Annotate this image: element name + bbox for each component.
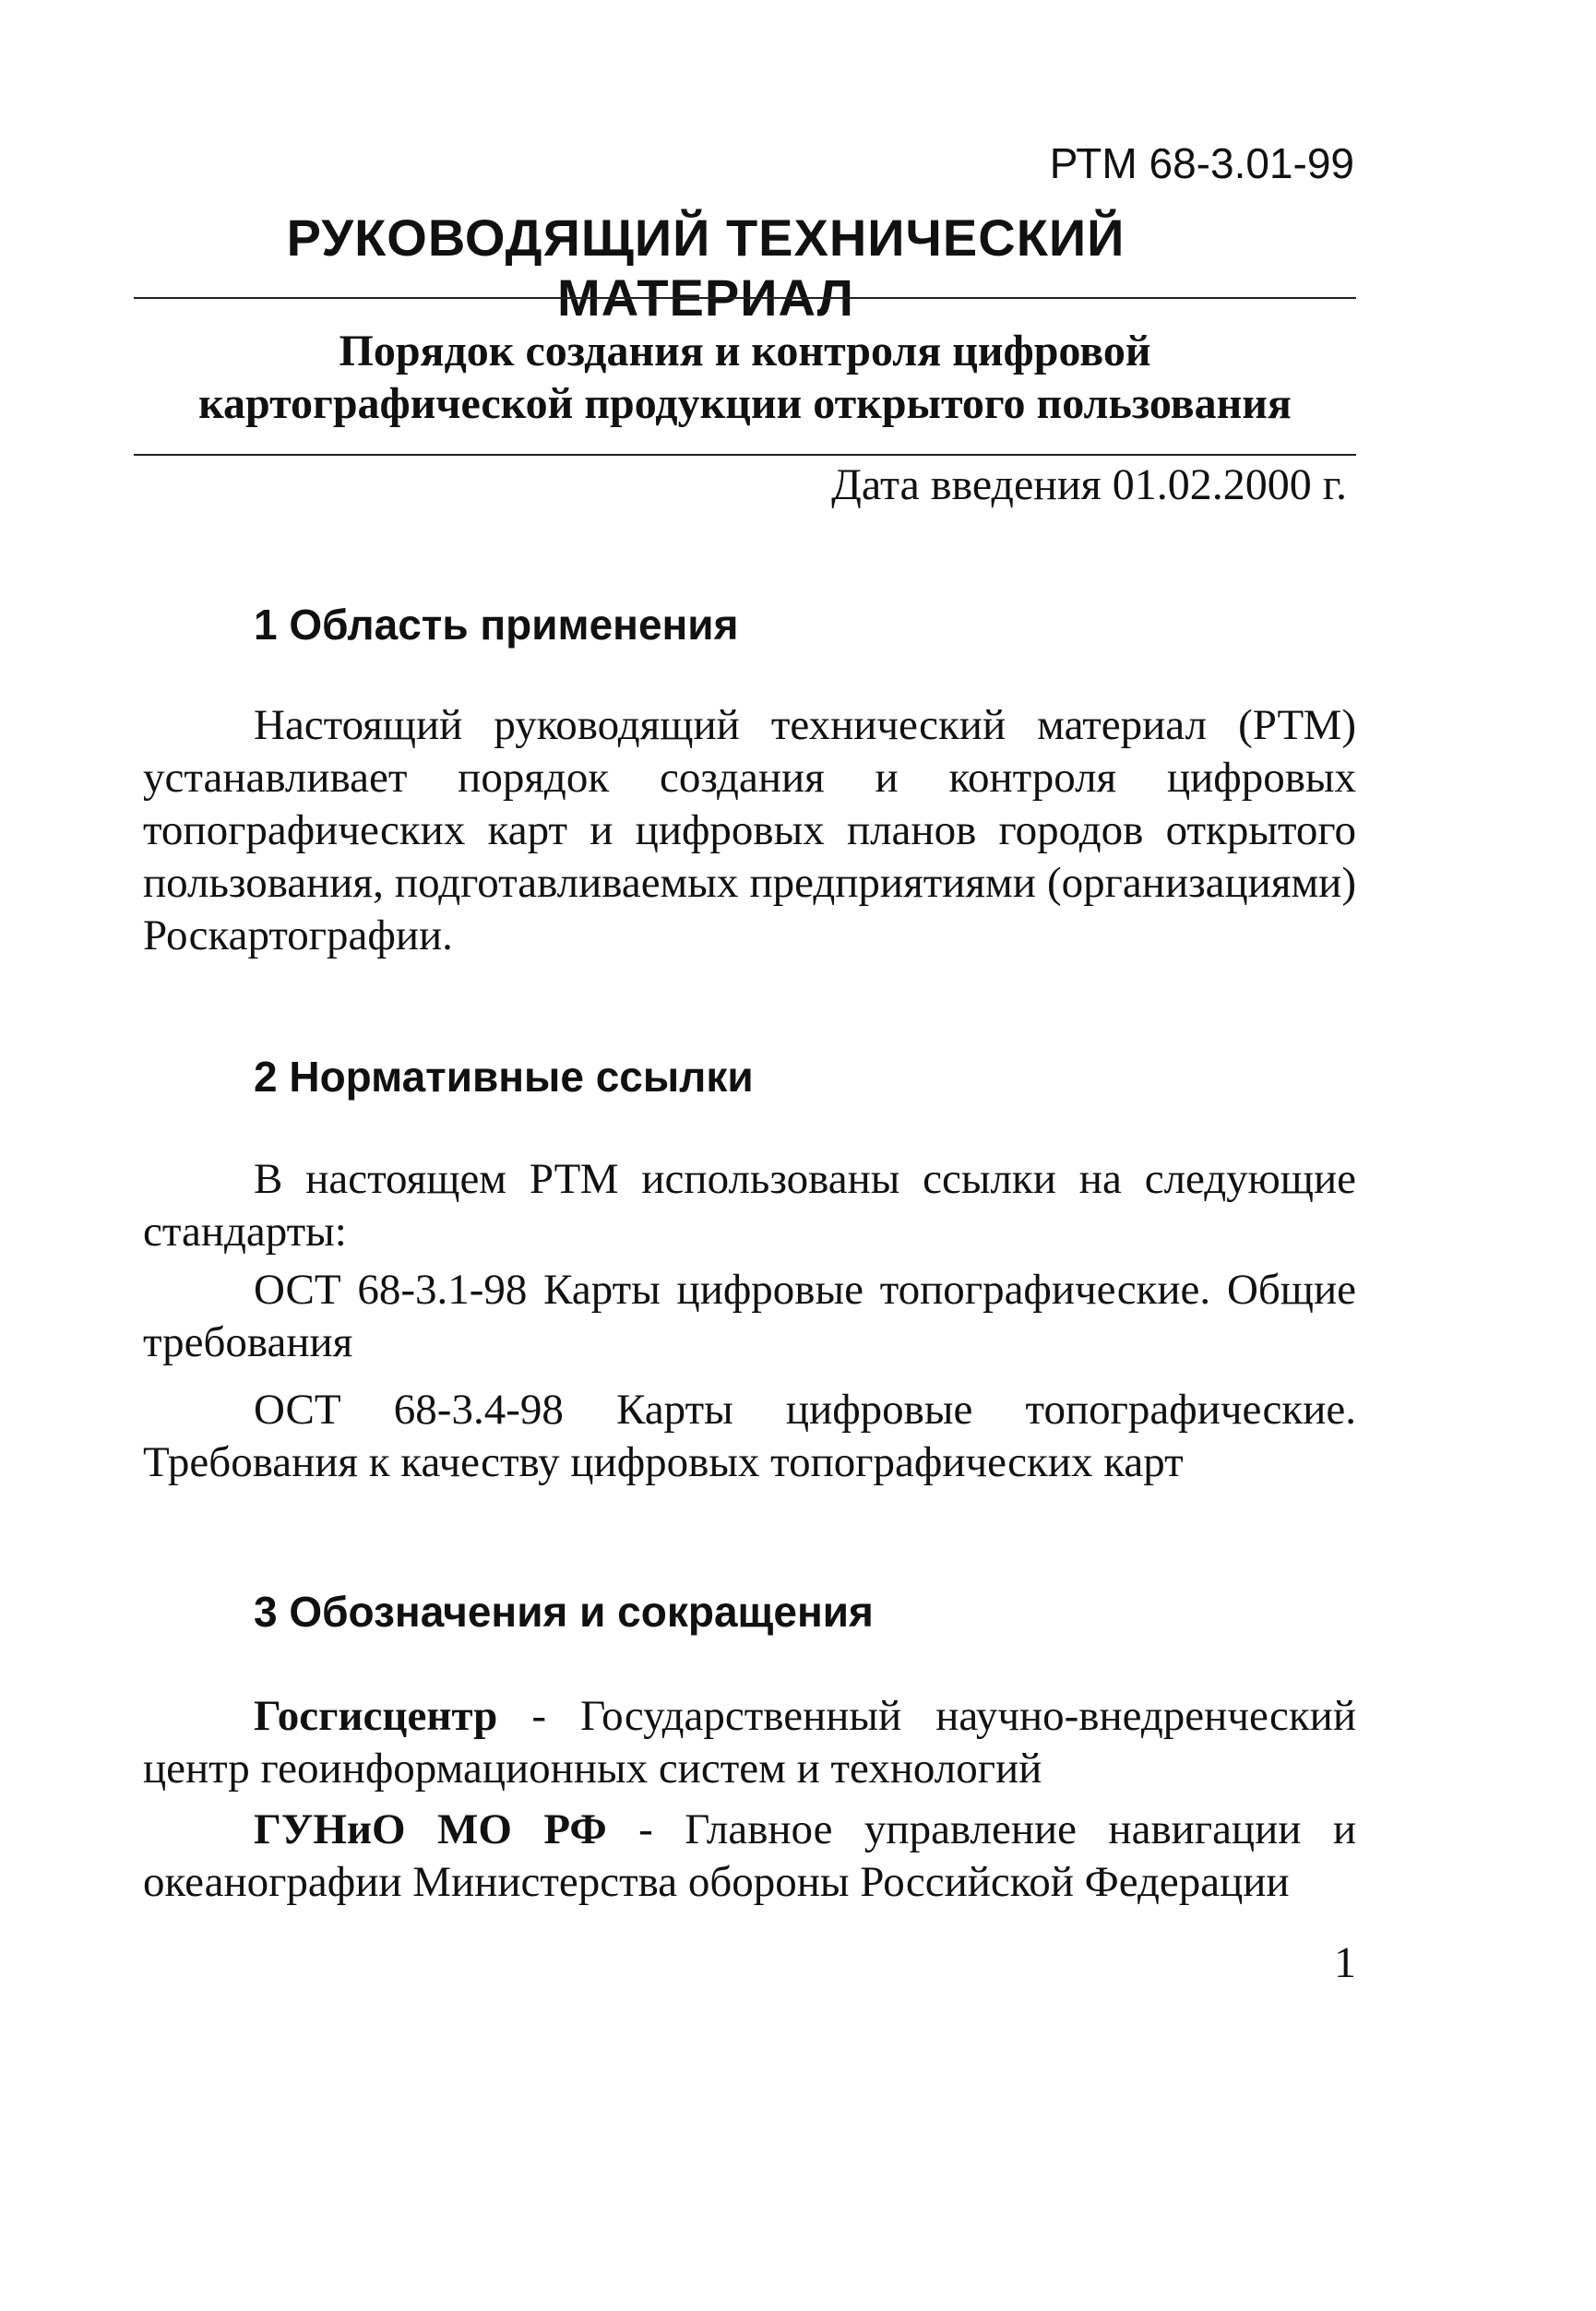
- divider-top: [134, 297, 1356, 299]
- abbreviation-item: [143, 1804, 1356, 1909]
- abbreviation-term: ГУНиО МО РФ: [254, 1805, 607, 1853]
- abbreviation-definition: - Государственный научно-внедренческий центр геоинформационных систем и технологий: [143, 1692, 1356, 1793]
- document-type: РУКОВОДЯЩИЙ ТЕХНИЧЕСКИЙ МАТЕРИАЛ: [286, 208, 1126, 327]
- divider-bottom: [134, 454, 1356, 456]
- abbreviation-term: Госгисцентр: [254, 1692, 498, 1740]
- abbreviation-definition: - Главное управление навигации и океанографии Министерства обороны Российской Федерации: [143, 1805, 1356, 1906]
- section-heading-scope: 1 Область применения: [254, 601, 739, 649]
- paragraph-references-intro: В настоящем РТМ использованы ссылки на следующие стандарты:: [143, 1155, 1356, 1256]
- section-heading-abbreviations: 3 Обозначения и сокращения: [254, 1588, 874, 1636]
- reference-item: ОСТ 68-3.1-98 Карты цифровые топографические. Общие требования: [143, 1266, 1356, 1366]
- paragraph-scope: Настоящий руководящий технический материал (РТМ) устанавливает порядок создания и контроля цифровых топографических карт и цифровых планов городов открытого пользования, подготавливаемых предприятиями (организациями) Роскартографии.: [143, 701, 1356, 959]
- page-number: 1: [1334, 1938, 1356, 1987]
- section-heading-references: 2 Нормативные ссылки: [254, 1053, 754, 1101]
- reference-item: ОСТ 68-3.4-98 Карты цифровые топографические. Требования к качеству цифровых топографических карт: [143, 1386, 1356, 1486]
- document-title: [134, 325, 1356, 430]
- document-title-line1: Порядок создания и контроля цифровой: [339, 327, 1151, 375]
- document-title-line2: картографической продукции открытого пользования: [198, 379, 1292, 428]
- introduction-date: Дата введения 01.02.2000 г.: [831, 460, 1347, 509]
- abbreviation-item: [143, 1690, 1356, 1795]
- document-code: РТМ 68-3.01-99: [1049, 139, 1354, 187]
